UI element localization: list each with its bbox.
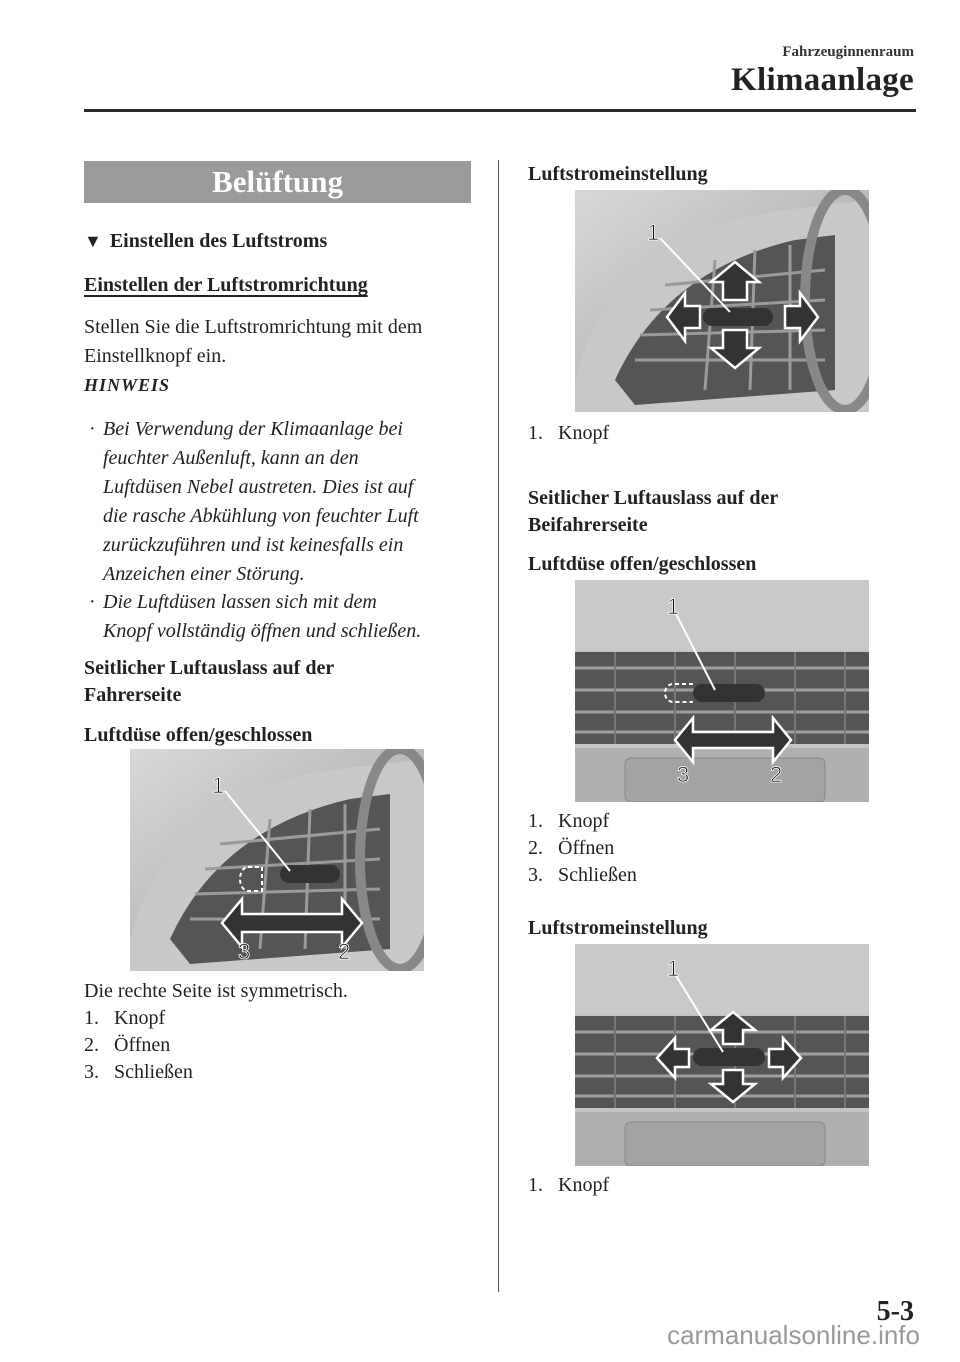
note-bullet	[89, 588, 463, 646]
open-close-heading: Luftdüse offen/geschlossen	[84, 724, 313, 746]
chapter-label: Fahrzeuginnenraum	[782, 44, 914, 60]
note-line: Knopf vollständig öffnen und schließen.	[103, 620, 422, 642]
legend-item	[84, 1032, 193, 1059]
legend-label: Knopf	[114, 1007, 166, 1029]
legend-num: 1.	[84, 1007, 99, 1029]
legend-item	[528, 862, 637, 889]
heading-line: Beifahrerseite	[528, 514, 648, 536]
callout-1: 1	[667, 956, 680, 981]
bullet-dot-icon: ·	[89, 591, 96, 613]
legend-num: 2.	[84, 1034, 99, 1056]
note-bullet	[89, 415, 463, 589]
legend-num: 2.	[528, 837, 543, 859]
callout-2: 2	[338, 939, 351, 964]
legend-item	[84, 1059, 193, 1086]
legend-item	[528, 1172, 609, 1199]
legend-num: 3.	[528, 864, 543, 886]
instruction-paragraph	[84, 313, 422, 371]
note-line: zurückzuführen und ist keinesfalls ein	[103, 534, 404, 556]
passenger-side-heading	[528, 485, 778, 539]
section-heading-text: Einstellen des Luftstroms	[109, 230, 328, 252]
column-divider	[498, 160, 499, 1292]
page-title: Klimaanlage	[731, 62, 914, 98]
page-number: 5-3	[876, 1296, 914, 1327]
symmetry-note: Die rechte Seite ist symmetrisch.	[84, 980, 348, 1002]
callout-1: 1	[212, 773, 225, 798]
figure-legend	[528, 420, 609, 447]
bullet-dot-icon: ·	[89, 418, 96, 440]
figure-legend	[528, 1172, 609, 1199]
header-rule	[84, 109, 916, 112]
legend-item	[528, 808, 637, 835]
legend-label: Öffnen	[558, 837, 615, 859]
watermark: carmanualsonline.info	[667, 1320, 920, 1350]
legend-label: Knopf	[558, 422, 610, 444]
legend-label: Knopf	[558, 1174, 610, 1196]
driver-vent-airflow-figure	[575, 190, 869, 412]
callout-1: 1	[667, 594, 680, 619]
note-line: Luftdüsen Nebel austreten. Dies ist auf	[103, 476, 414, 498]
note-line: Bei Verwendung der Klimaanlage bei	[103, 418, 403, 440]
legend-item	[528, 420, 609, 447]
driver-side-heading	[84, 655, 334, 709]
callout-3: 3	[677, 762, 690, 787]
callout-3: 3	[238, 939, 251, 964]
callout-2: 2	[770, 762, 783, 787]
subheading-airflow-direction: Einstellen der Luftstromrichtung	[84, 274, 368, 296]
triangle-bullet-icon: ▼	[84, 231, 102, 251]
legend-item	[528, 835, 637, 862]
section-heading	[84, 230, 327, 253]
legend-num: 1.	[528, 422, 543, 444]
section-banner: Belüftung	[84, 161, 471, 203]
instruction-line: Einstellknopf ein.	[84, 345, 227, 367]
instruction-line: Stellen Sie die Luftstromrichtung mit dem	[84, 316, 423, 338]
legend-item	[84, 1005, 193, 1032]
heading-line: Seitlicher Luftauslass auf der	[528, 487, 779, 509]
heading-line: Seitlicher Luftauslass auf der	[84, 657, 335, 679]
note-line: feuchter Außenluft, kann an den	[103, 447, 359, 469]
legend-label: Schließen	[558, 864, 637, 886]
callout-1: 1	[647, 220, 660, 245]
legend-num: 1.	[528, 810, 543, 832]
note-line: die rasche Abkühlung von feuchter Luft	[103, 505, 419, 527]
note-line: Anzeichen einer Störung.	[103, 563, 305, 585]
note-line: Die Luftdüsen lassen sich mit dem	[103, 591, 377, 613]
figure-legend	[528, 808, 637, 889]
legend-label: Schließen	[114, 1061, 193, 1083]
passenger-vent-airflow-figure	[575, 944, 869, 1166]
open-close-heading: Luftdüse offen/geschlossen	[528, 553, 757, 575]
figure-legend	[84, 1005, 193, 1086]
note-heading: HINWEIS	[84, 375, 171, 395]
legend-num: 1.	[528, 1174, 543, 1196]
airflow-heading-2: Luftstromeinstellung	[528, 917, 708, 939]
heading-line: Fahrerseite	[84, 684, 182, 706]
legend-label: Knopf	[558, 810, 610, 832]
legend-label: Öffnen	[114, 1034, 171, 1056]
airflow-heading-1: Luftstromeinstellung	[528, 163, 708, 185]
passenger-vent-open-close-figure	[575, 580, 869, 802]
driver-vent-open-close-figure	[130, 749, 424, 971]
legend-num: 3.	[84, 1061, 99, 1083]
